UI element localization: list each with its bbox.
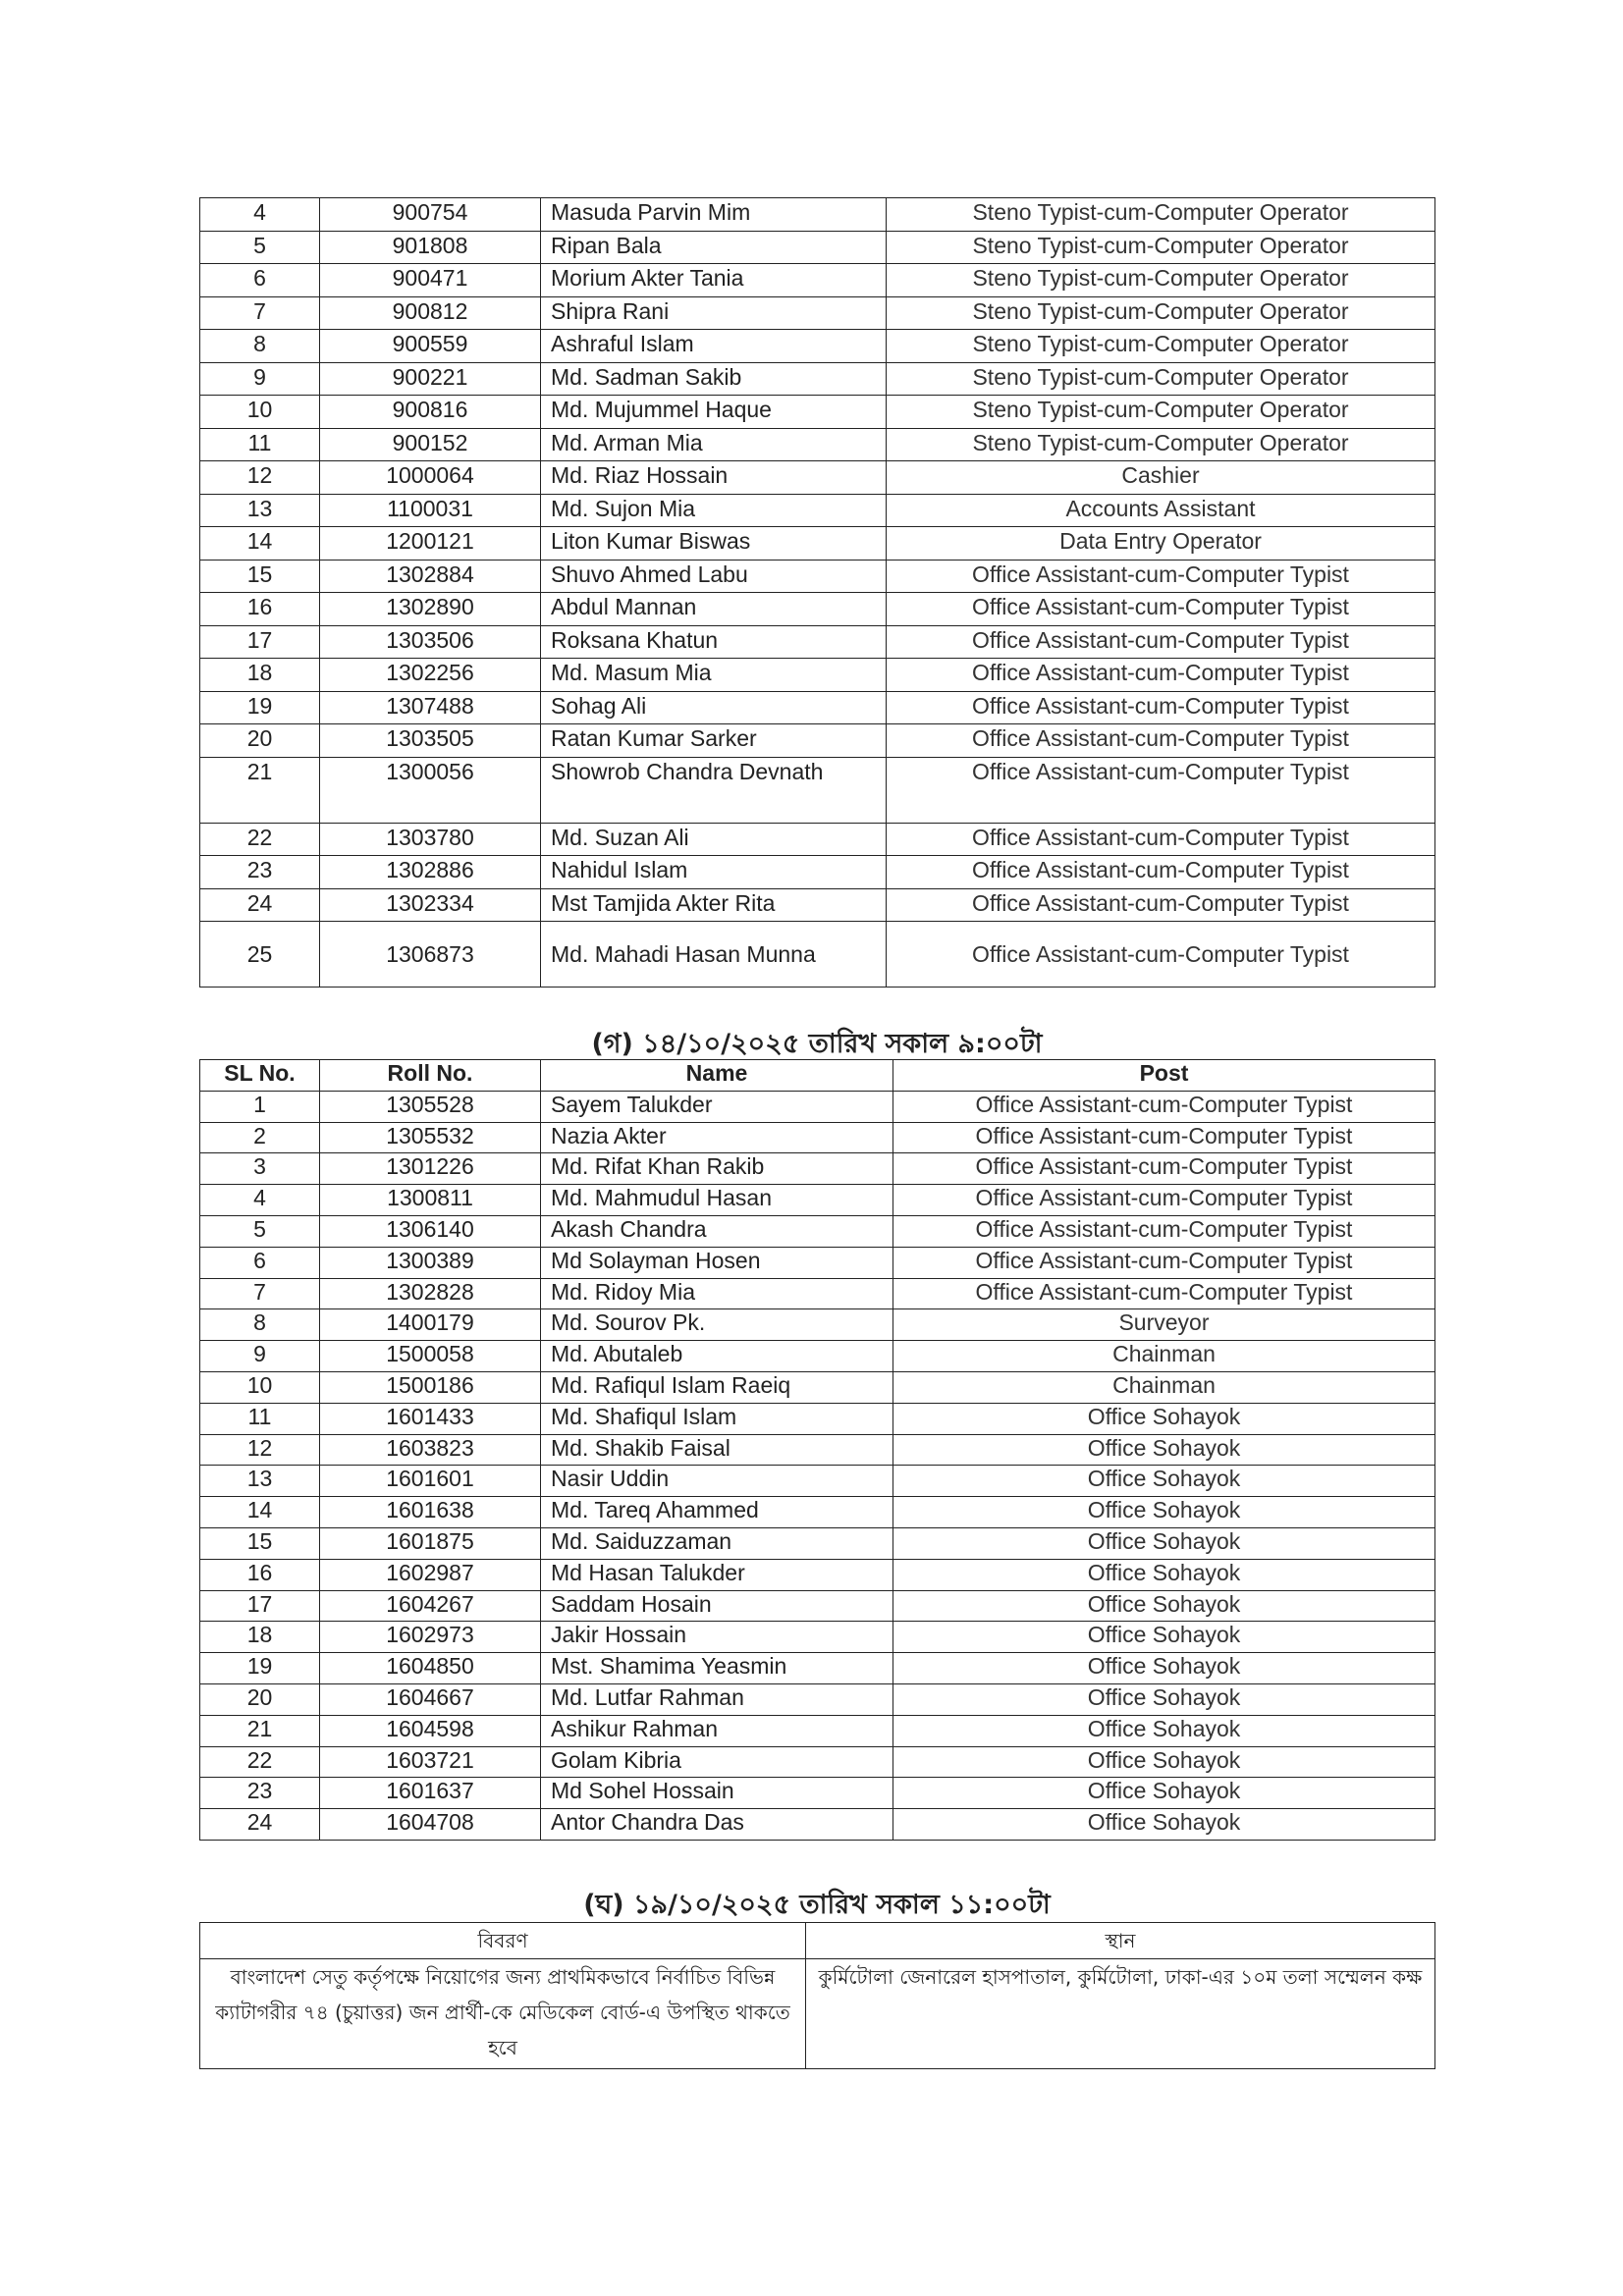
sl-cell: 11 — [200, 1403, 320, 1434]
roll-cell: 900754 — [320, 198, 541, 232]
table-row — [200, 856, 1435, 889]
roll-cell: 1302890 — [320, 593, 541, 626]
roll-cell: 1302884 — [320, 560, 541, 593]
name-cell: Md. Ridoy Mia — [541, 1278, 893, 1309]
sl-cell: 24 — [200, 1809, 320, 1841]
post-cell: Steno Typist-cum-Computer Operator — [887, 330, 1435, 363]
sl-cell: 8 — [200, 1309, 320, 1341]
sl-cell: 16 — [200, 593, 320, 626]
roll-cell: 1604267 — [320, 1590, 541, 1622]
sl-cell: 14 — [200, 527, 320, 561]
name-cell: Nazia Akter — [541, 1122, 893, 1153]
roll-cell: 901808 — [320, 231, 541, 264]
name-cell: Md. Rifat Khan Rakib — [541, 1153, 893, 1185]
sl-cell: 9 — [200, 1341, 320, 1372]
roll-cell: 1305532 — [320, 1122, 541, 1153]
post-cell: Office Assistant-cum-Computer Typist — [893, 1091, 1435, 1122]
name-cell: Ripan Bala — [541, 231, 887, 264]
table-row — [200, 264, 1435, 297]
post-cell: Chainman — [893, 1371, 1435, 1403]
post-cell: Steno Typist-cum-Computer Operator — [887, 231, 1435, 264]
description-cell: বাংলাদেশ সেতু কর্তৃপক্ষে নিয়োগের জন্য প্রাথমিকভাবে নির্বাচিত বিভিন্ন ক্যাটাগরীর ৭৪ (চুয়াত্তর) জন প্রার্থী-কে মেডিকেল বোর্ড-এ উপস্থিত থাকতে হবে — [200, 1959, 806, 2069]
roll-cell: 1305528 — [320, 1091, 541, 1122]
table-row — [200, 1215, 1435, 1247]
roll-cell: 1604667 — [320, 1683, 541, 1715]
roll-cell: 1300389 — [320, 1247, 541, 1278]
name-cell: Md. Sujon Mia — [541, 494, 887, 527]
name-cell: Jakir Hossain — [541, 1622, 893, 1653]
post-cell: Steno Typist-cum-Computer Operator — [887, 264, 1435, 297]
sl-cell: 15 — [200, 1527, 320, 1559]
sl-cell: 20 — [200, 1683, 320, 1715]
post-cell: Office Sohayok — [893, 1497, 1435, 1528]
header-post: Post — [893, 1060, 1435, 1092]
post-cell: Office Assistant-cum-Computer Typist — [887, 922, 1435, 988]
table-row — [200, 922, 1435, 988]
table-row — [200, 1715, 1435, 1746]
sl-cell: 18 — [200, 659, 320, 692]
name-cell: Md Sohel Hossain — [541, 1778, 893, 1809]
sl-cell: 4 — [200, 1185, 320, 1216]
post-cell: Office Assistant-cum-Computer Typist — [887, 724, 1435, 758]
header-roll: Roll No. — [320, 1060, 541, 1092]
post-cell: Office Assistant-cum-Computer Typist — [887, 625, 1435, 659]
name-cell: Ashikur Rahman — [541, 1715, 893, 1746]
roll-cell: 1307488 — [320, 691, 541, 724]
table-row — [200, 296, 1435, 330]
name-cell: Morium Akter Tania — [541, 264, 887, 297]
sl-cell: 13 — [200, 1466, 320, 1497]
sl-cell: 11 — [200, 428, 320, 461]
name-cell: Ratan Kumar Sarker — [541, 724, 887, 758]
table-row — [200, 1683, 1435, 1715]
post-cell: Office Assistant-cum-Computer Typist — [887, 757, 1435, 823]
name-cell: Md. Mahmudul Hasan — [541, 1185, 893, 1216]
post-cell: Office Sohayok — [893, 1590, 1435, 1622]
post-cell: Chainman — [893, 1341, 1435, 1372]
roll-cell: 1303506 — [320, 625, 541, 659]
sl-cell: 7 — [200, 296, 320, 330]
sl-cell: 12 — [200, 461, 320, 495]
sl-cell: 25 — [200, 922, 320, 988]
roll-cell: 1302828 — [320, 1278, 541, 1309]
post-cell: Office Assistant-cum-Computer Typist — [887, 691, 1435, 724]
table-row — [200, 461, 1435, 495]
section-c-table — [199, 1059, 1435, 1841]
post-cell: Office Assistant-cum-Computer Typist — [893, 1122, 1435, 1153]
sl-cell: 8 — [200, 330, 320, 363]
header-description: বিবরণ — [200, 1923, 806, 1959]
sl-cell: 21 — [200, 1715, 320, 1746]
roll-cell: 900471 — [320, 264, 541, 297]
name-cell: Md. Saiduzzaman — [541, 1527, 893, 1559]
table-row — [200, 888, 1435, 922]
sl-cell: 16 — [200, 1559, 320, 1590]
sl-cell: 19 — [200, 1653, 320, 1684]
table-row — [200, 1122, 1435, 1153]
table-row — [200, 724, 1435, 758]
table-row — [200, 1153, 1435, 1185]
sl-cell: 6 — [200, 1247, 320, 1278]
post-cell: Office Assistant-cum-Computer Typist — [887, 856, 1435, 889]
table-row — [200, 1185, 1435, 1216]
table-row — [200, 527, 1435, 561]
name-cell: Md Solayman Hosen — [541, 1247, 893, 1278]
table-row — [200, 823, 1435, 856]
table-row — [200, 593, 1435, 626]
venue-cell: কুর্মিটোলা জেনারেল হাসপাতাল, কুর্মিটোলা, ঢাকা-এর ১০ম তলা সম্মেলন কক্ষ — [806, 1959, 1435, 2069]
post-cell: Steno Typist-cum-Computer Operator — [887, 428, 1435, 461]
sl-cell: 6 — [200, 264, 320, 297]
roll-cell: 1500186 — [320, 1371, 541, 1403]
roll-cell: 1604598 — [320, 1715, 541, 1746]
sl-cell: 23 — [200, 856, 320, 889]
header-venue: স্থান — [806, 1923, 1435, 1959]
post-cell: Office Assistant-cum-Computer Typist — [887, 659, 1435, 692]
post-cell: Office Sohayok — [893, 1403, 1435, 1434]
name-cell: Masuda Parvin Mim — [541, 198, 887, 232]
post-cell: Office Sohayok — [893, 1434, 1435, 1466]
table-row — [200, 1527, 1435, 1559]
roll-cell: 1300056 — [320, 757, 541, 823]
post-cell: Cashier — [887, 461, 1435, 495]
sl-cell: 19 — [200, 691, 320, 724]
name-cell: Md. Sourov Pk. — [541, 1309, 893, 1341]
header-sl: SL No. — [200, 1060, 320, 1092]
table-row — [200, 362, 1435, 396]
sl-cell: 4 — [200, 198, 320, 232]
table-row — [200, 198, 1435, 232]
table-row — [200, 757, 1435, 823]
name-cell: Md. Arman Mia — [541, 428, 887, 461]
name-cell: Sohag Ali — [541, 691, 887, 724]
name-cell: Md. Shakib Faisal — [541, 1434, 893, 1466]
sl-cell: 13 — [200, 494, 320, 527]
roll-cell: 1302334 — [320, 888, 541, 922]
sl-cell: 14 — [200, 1497, 320, 1528]
post-cell: Office Assistant-cum-Computer Typist — [887, 888, 1435, 922]
post-cell: Office Assistant-cum-Computer Typist — [887, 593, 1435, 626]
name-cell: Akash Chandra — [541, 1215, 893, 1247]
name-cell: Shuvo Ahmed Labu — [541, 560, 887, 593]
post-cell: Surveyor — [893, 1309, 1435, 1341]
roll-cell: 1601638 — [320, 1497, 541, 1528]
sl-cell: 24 — [200, 888, 320, 922]
table-row — [200, 1809, 1435, 1841]
name-cell: Md. Shafiqul Islam — [541, 1403, 893, 1434]
roll-cell: 1200121 — [320, 527, 541, 561]
sl-cell: 22 — [200, 823, 320, 856]
sl-cell: 3 — [200, 1153, 320, 1185]
roll-cell: 1603823 — [320, 1434, 541, 1466]
post-cell: Steno Typist-cum-Computer Operator — [887, 296, 1435, 330]
post-cell: Data Entry Operator — [887, 527, 1435, 561]
roll-cell: 1601637 — [320, 1778, 541, 1809]
table-row — [200, 1371, 1435, 1403]
post-cell: Office Sohayok — [893, 1527, 1435, 1559]
name-cell: Shipra Rani — [541, 296, 887, 330]
section-c-heading: (গ) ১৪/১০/২০২৫ তারিখ সকাল ৯:০০টা — [591, 1029, 1043, 1059]
post-cell: Steno Typist-cum-Computer Operator — [887, 396, 1435, 429]
name-cell: Md. Riaz Hossain — [541, 461, 887, 495]
sl-cell: 5 — [200, 231, 320, 264]
roll-cell: 1602987 — [320, 1559, 541, 1590]
table-row — [200, 1309, 1435, 1341]
name-cell: Md. Suzan Ali — [541, 823, 887, 856]
post-cell: Office Assistant-cum-Computer Typist — [893, 1247, 1435, 1278]
table-row — [200, 428, 1435, 461]
roll-cell: 1100031 — [320, 494, 541, 527]
name-cell: Ashraful Islam — [541, 330, 887, 363]
roll-cell: 1602973 — [320, 1622, 541, 1653]
table-row — [200, 1341, 1435, 1372]
post-cell: Office Sohayok — [893, 1778, 1435, 1809]
sl-cell: 18 — [200, 1622, 320, 1653]
post-cell: Office Assistant-cum-Computer Typist — [893, 1153, 1435, 1185]
name-cell: Md Hasan Talukder — [541, 1559, 893, 1590]
sl-cell: 15 — [200, 560, 320, 593]
table-row — [200, 231, 1435, 264]
roll-cell: 1306873 — [320, 922, 541, 988]
table-row — [200, 560, 1435, 593]
roll-cell: 1601433 — [320, 1403, 541, 1434]
post-cell: Office Assistant-cum-Computer Typist — [887, 560, 1435, 593]
post-cell: Accounts Assistant — [887, 494, 1435, 527]
candidates-table-continued — [199, 197, 1435, 988]
name-cell: Md. Rafiqul Islam Raeiq — [541, 1371, 893, 1403]
name-cell: Antor Chandra Das — [541, 1809, 893, 1841]
sl-cell: 2 — [200, 1122, 320, 1153]
table-row — [200, 1778, 1435, 1809]
roll-cell: 1603721 — [320, 1746, 541, 1778]
name-cell: Md. Masum Mia — [541, 659, 887, 692]
post-cell: Office Sohayok — [893, 1683, 1435, 1715]
roll-cell: 1601601 — [320, 1466, 541, 1497]
roll-cell: 1302256 — [320, 659, 541, 692]
name-cell: Md. Sadman Sakib — [541, 362, 887, 396]
sl-cell: 17 — [200, 1590, 320, 1622]
table-row — [200, 1403, 1435, 1434]
roll-cell: 900221 — [320, 362, 541, 396]
name-cell: Abdul Mannan — [541, 593, 887, 626]
roll-cell: 1301226 — [320, 1153, 541, 1185]
sl-cell: 7 — [200, 1278, 320, 1309]
table-row — [200, 659, 1435, 692]
roll-cell: 900152 — [320, 428, 541, 461]
post-cell: Office Sohayok — [893, 1466, 1435, 1497]
name-cell: Saddam Hosain — [541, 1590, 893, 1622]
roll-cell: 1306140 — [320, 1215, 541, 1247]
name-cell: Sayem Talukder — [541, 1091, 893, 1122]
post-cell: Office Sohayok — [893, 1809, 1435, 1841]
sl-cell: 9 — [200, 362, 320, 396]
name-cell: Md. Tareq Ahammed — [541, 1497, 893, 1528]
post-cell: Office Sohayok — [893, 1622, 1435, 1653]
sl-cell: 1 — [200, 1091, 320, 1122]
roll-cell: 1303505 — [320, 724, 541, 758]
name-cell: Md. Abutaleb — [541, 1341, 893, 1372]
post-cell: Steno Typist-cum-Computer Operator — [887, 198, 1435, 232]
table-row — [200, 396, 1435, 429]
post-cell: Office Assistant-cum-Computer Typist — [893, 1185, 1435, 1216]
sl-cell: 10 — [200, 1371, 320, 1403]
sl-cell: 22 — [200, 1746, 320, 1778]
roll-cell: 900559 — [320, 330, 541, 363]
header-name: Name — [541, 1060, 893, 1092]
name-cell: Roksana Khatun — [541, 625, 887, 659]
name-cell: Liton Kumar Biswas — [541, 527, 887, 561]
name-cell: Md. Mujummel Haque — [541, 396, 887, 429]
table-row — [200, 1247, 1435, 1278]
table-row — [200, 1622, 1435, 1653]
roll-cell: 1601875 — [320, 1527, 541, 1559]
sl-cell: 12 — [200, 1434, 320, 1466]
sl-cell: 5 — [200, 1215, 320, 1247]
post-cell: Office Sohayok — [893, 1559, 1435, 1590]
section-d-table — [199, 1922, 1435, 2069]
roll-cell: 1400179 — [320, 1309, 541, 1341]
post-cell: Office Assistant-cum-Computer Typist — [887, 823, 1435, 856]
table-row — [200, 1653, 1435, 1684]
name-cell: Mst Tamjida Akter Rita — [541, 888, 887, 922]
roll-cell: 1000064 — [320, 461, 541, 495]
table-row — [200, 625, 1435, 659]
table-row — [200, 1497, 1435, 1528]
post-cell: Steno Typist-cum-Computer Operator — [887, 362, 1435, 396]
roll-cell: 900812 — [320, 296, 541, 330]
table-row — [200, 1590, 1435, 1622]
post-cell: Office Sohayok — [893, 1746, 1435, 1778]
name-cell: Golam Kibria — [541, 1746, 893, 1778]
name-cell: Showrob Chandra Devnath — [541, 757, 887, 823]
post-cell: Office Sohayok — [893, 1715, 1435, 1746]
post-cell: Office Sohayok — [893, 1653, 1435, 1684]
name-cell: Mst. Shamima Yeasmin — [541, 1653, 893, 1684]
roll-cell: 1604850 — [320, 1653, 541, 1684]
roll-cell: 1604708 — [320, 1809, 541, 1841]
sl-cell: 10 — [200, 396, 320, 429]
sl-cell: 21 — [200, 757, 320, 823]
roll-cell: 900816 — [320, 396, 541, 429]
sl-cell: 20 — [200, 724, 320, 758]
table-row — [200, 1434, 1435, 1466]
roll-cell: 1302886 — [320, 856, 541, 889]
sl-cell: 23 — [200, 1778, 320, 1809]
name-cell: Md. Mahadi Hasan Munna — [541, 922, 887, 988]
table-row — [200, 1091, 1435, 1122]
table-row — [200, 494, 1435, 527]
roll-cell: 1303780 — [320, 823, 541, 856]
table-row — [200, 1559, 1435, 1590]
sl-cell: 17 — [200, 625, 320, 659]
post-cell: Office Assistant-cum-Computer Typist — [893, 1215, 1435, 1247]
table-row — [200, 330, 1435, 363]
table-row — [200, 1466, 1435, 1497]
table-row — [200, 691, 1435, 724]
table-row — [200, 1278, 1435, 1309]
name-cell: Md. Lutfar Rahman — [541, 1683, 893, 1715]
name-cell: Nahidul Islam — [541, 856, 887, 889]
roll-cell: 1300811 — [320, 1185, 541, 1216]
section-d-heading: (ঘ) ১৯/১০/২০২৫ তারিখ সকাল ১১:০০টা — [583, 1890, 1051, 1920]
roll-cell: 1500058 — [320, 1341, 541, 1372]
name-cell: Nasir Uddin — [541, 1466, 893, 1497]
table-row — [200, 1746, 1435, 1778]
post-cell: Office Assistant-cum-Computer Typist — [893, 1278, 1435, 1309]
